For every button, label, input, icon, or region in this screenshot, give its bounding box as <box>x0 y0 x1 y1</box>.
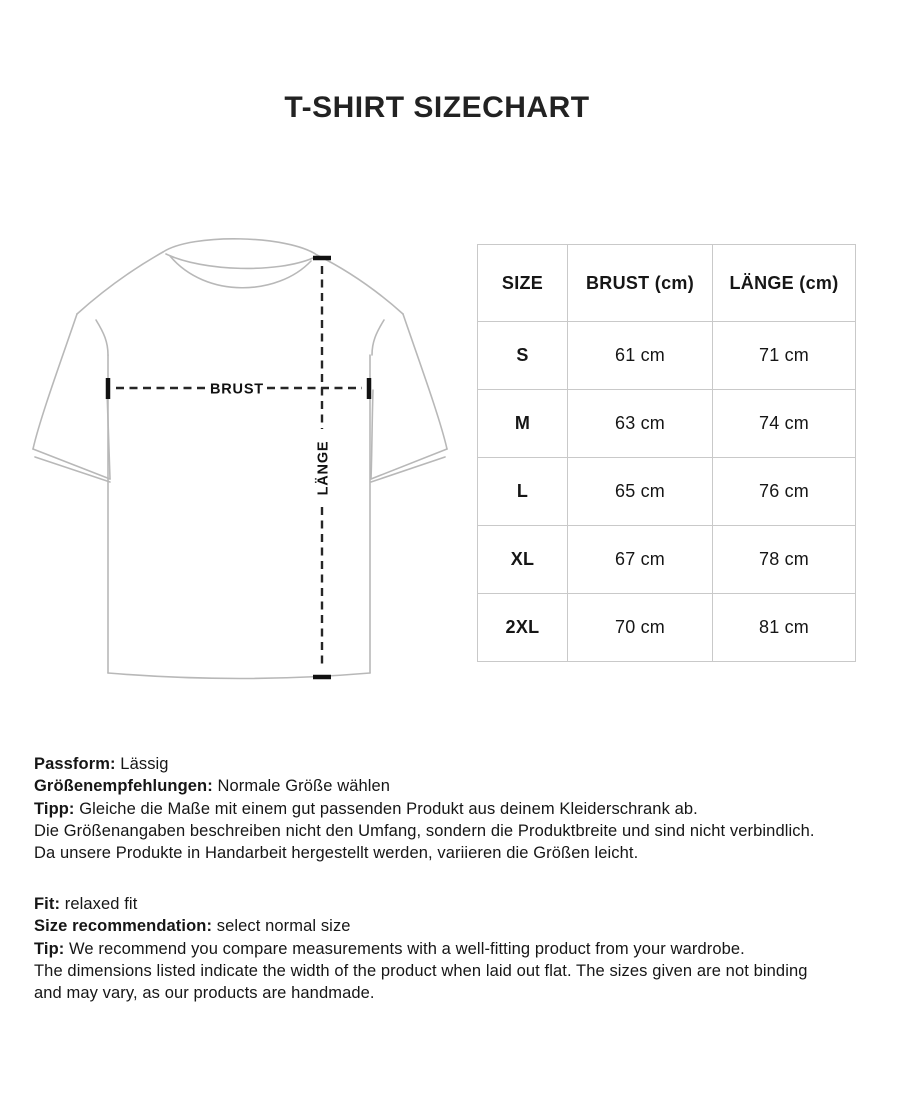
info-text: We recommend you compare measurements with a well-fitting product from your wardrobe. <box>64 939 745 958</box>
info-text: select normal size <box>212 917 351 936</box>
info-line <box>34 893 808 915</box>
info-german <box>34 753 815 864</box>
page-title: T-SHIRT SIZECHART <box>284 91 590 124</box>
table-row <box>478 322 856 390</box>
info-english <box>34 893 808 1004</box>
info-text: relaxed fit <box>60 895 138 913</box>
laenge-cell: 78 cm <box>713 526 856 594</box>
tshirt-outline <box>33 239 447 679</box>
laenge-cell: 76 cm <box>713 458 856 526</box>
col-header-brust: BRUST (cm) <box>568 245 713 322</box>
brust-cell: 63 cm <box>568 390 713 458</box>
info-line <box>34 775 815 797</box>
info-label: Size recommendation: <box>34 917 213 936</box>
info-text: The dimensions listed indicate the width of the product when laid out flat. The sizes given are not binding <box>34 961 808 980</box>
size-cell: XL <box>478 526 568 594</box>
brust-cell: 61 cm <box>568 322 713 390</box>
brust-cell: 67 cm <box>568 526 713 594</box>
col-header-laenge: LÄNGE (cm) <box>713 245 856 322</box>
info-label: Tipp: <box>34 799 75 818</box>
info-line <box>34 820 815 842</box>
info-line <box>34 960 808 982</box>
laenge-cell: 74 cm <box>713 390 856 458</box>
info-label: Tip: <box>34 939 65 958</box>
info-line <box>34 842 815 864</box>
brust-cell: 65 cm <box>568 458 713 526</box>
size-cell: S <box>478 322 568 390</box>
table-row <box>478 458 856 526</box>
col-header-size: SIZE <box>478 245 568 322</box>
table-header-row <box>478 245 856 322</box>
laenge-cell: 81 cm <box>713 594 856 662</box>
info-text: Da unsere Produkte in Handarbeit hergestellt werden, variieren die Größen leicht. <box>34 844 639 863</box>
length-measure-label: LÄNGE <box>315 440 332 496</box>
table-row <box>478 390 856 458</box>
info-text: Die Größenangaben beschreiben nicht den Umfang, sondern die Produktbreite und sind nicht verbindlich. <box>34 821 815 840</box>
size-table <box>477 244 856 662</box>
info-line <box>34 798 815 820</box>
brust-cell: 70 cm <box>568 594 713 662</box>
size-cell: L <box>478 458 568 526</box>
info-text: Lässig <box>115 755 169 773</box>
chest-measure-line <box>108 378 369 399</box>
tshirt-diagram <box>20 220 460 700</box>
info-line <box>34 938 808 960</box>
size-cell: M <box>478 390 568 458</box>
info-text: and may vary, as our products are handmade. <box>34 984 375 1003</box>
info-line <box>34 982 808 1004</box>
length-measure-line <box>313 258 332 677</box>
info-line <box>34 915 808 937</box>
table-row <box>478 526 856 594</box>
info-text: Normale Größe wählen <box>212 777 391 796</box>
info-label: Größenempfehlungen: <box>34 777 213 796</box>
laenge-cell: 71 cm <box>713 322 856 390</box>
info-line <box>34 753 815 775</box>
info-label: Passform: <box>34 755 116 773</box>
info-label: Fit: <box>34 895 61 913</box>
chest-measure-label: BRUST <box>210 381 264 398</box>
table-row <box>478 594 856 662</box>
info-text: Gleiche die Maße mit einem gut passenden Produkt aus deinem Kleiderschrank ab. <box>74 799 698 818</box>
size-cell: 2XL <box>478 594 568 662</box>
